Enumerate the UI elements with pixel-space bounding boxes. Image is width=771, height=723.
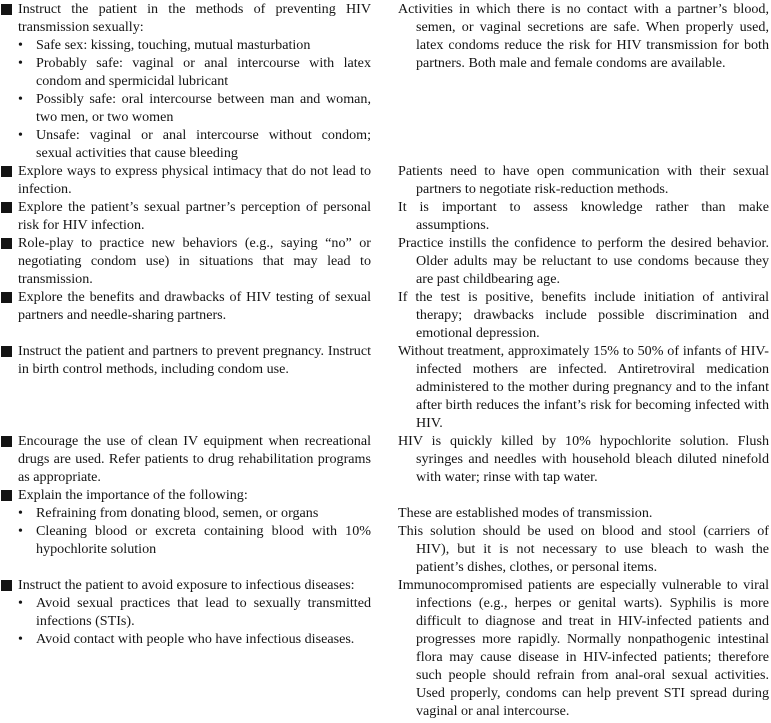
rationale-text: These are established modes of transmission.: [398, 505, 653, 521]
rationale-cell: [398, 162, 769, 198]
rationale-text: Practice instills the confidence to perform the desired behavior. Older adults may be reluctant to use condoms because they are past childbearing age.: [398, 235, 769, 287]
intervention-cell: [0, 198, 371, 234]
rationale-text: Immunocompromised patients are especially vulnerable to viral infections (e.g., herpes or genital warts). Syphilis is more difficult to diagnose and treat in HIV-infected patients and progresses more rapidly. Normally nonpathogenic intestinal flora may cause disease in HIV-infected patients; therefore such people should refrain from anal-oral sexual activities. Used properly, condoms can help prevent STI spread during vaginal or anal intercourse.: [398, 577, 769, 719]
rationale-text: Activities in which there is no contact with a partner’s blood, semen, or vaginal secretions are safe. When properly used, latex condoms reduce the risk for HIV transmission for both partners. Both male and female condoms are available.: [398, 1, 769, 71]
intervention-cell: [0, 288, 371, 324]
rationale-cell: [398, 198, 769, 234]
rationale-cell: [398, 288, 769, 342]
intervention-text: Encourage the use of clean IV equipment when recreational drugs are used. Refer patients to drug rehabilitation programs as appropriate.: [18, 433, 371, 485]
intervention-cell: [0, 0, 371, 162]
intervention-cell: [0, 486, 371, 558]
bullet-dot-icon: •: [18, 523, 23, 539]
sub-item: Cleaning blood or excreta containing blood with 10% hypochlorite solution: [36, 523, 371, 557]
sub-item: Probably safe: vaginal or anal intercourse with latex condom and spermicidal lubricant: [36, 55, 371, 89]
intervention-text: Instruct the patient and partners to prevent pregnancy. Instruct in birth control methods, including condom use.: [18, 343, 371, 377]
bullet-dot-icon: •: [18, 55, 23, 71]
square-bullet-icon: [1, 580, 12, 591]
bullet-dot-icon: •: [18, 505, 23, 521]
square-bullet-icon: [1, 166, 12, 177]
bullet-dot-icon: •: [18, 595, 23, 611]
square-bullet-icon: [1, 436, 12, 447]
sub-item: Possibly safe: oral intercourse between man and woman, two men, or two women: [36, 91, 371, 125]
rationale-text: This solution should be used on blood and stool (carriers of HIV), but it is not necessary to use bleach to wash the patient’s dishes, clothes, or personal items.: [398, 523, 769, 575]
intervention-cell: [0, 234, 371, 288]
sub-item: Unsafe: vaginal or anal intercourse without condom; sexual activities that cause bleeding: [36, 127, 371, 161]
sub-item: Avoid sexual practices that lead to sexually transmitted infections (STIs).: [36, 595, 371, 629]
intervention-text: Role-play to practice new behaviors (e.g., saying “no” or negotiating condom use) in situations that may lead to transmission.: [18, 235, 371, 287]
intervention-text: Explain the importance of the following:: [18, 487, 248, 503]
intervention-text: Instruct the patient to avoid exposure to infectious diseases:: [18, 577, 355, 593]
intervention-text: Explore the patient’s sexual partner’s perception of personal risk for HIV infection.: [18, 199, 371, 233]
rationale-text: If the test is positive, benefits include initiation of antiviral therapy; drawbacks include possible discrimination and emotional depression.: [398, 289, 769, 341]
rationale-text: It is important to assess knowledge rather than make assumptions.: [398, 199, 769, 233]
rationale-cell: [398, 342, 769, 432]
sub-item: Refraining from donating blood, semen, or organs: [36, 505, 319, 521]
sub-item: Safe sex: kissing, touching, mutual masturbation: [36, 37, 311, 53]
intervention-cell: [0, 576, 371, 648]
bullet-dot-icon: •: [18, 127, 23, 143]
bullet-dot-icon: •: [18, 631, 23, 647]
rationale-cell: [398, 504, 769, 576]
square-bullet-icon: [1, 238, 12, 249]
square-bullet-icon: [1, 292, 12, 303]
square-bullet-icon: [1, 346, 12, 357]
intervention-cell: [0, 432, 371, 486]
sub-item: Avoid contact with people who have infectious diseases.: [36, 631, 355, 647]
square-bullet-icon: [1, 202, 12, 213]
square-bullet-icon: [1, 4, 12, 15]
intervention-cell: [0, 342, 371, 378]
rationale-cell: [398, 234, 769, 288]
rationale-cell: [398, 576, 769, 720]
rationale-cell: [398, 0, 769, 72]
intervention-text: Explore the benefits and drawbacks of HIV testing of sexual partners and needle-sharing partners.: [18, 289, 371, 323]
bullet-dot-icon: •: [18, 91, 23, 107]
rationale-text: Without treatment, approximately 15% to 50% of infants of HIV-infected mothers are infected. Antiretroviral medication administered to the mother during pregnancy and to the infant after birth reduces the infant’s risk for becoming infected with HIV.: [398, 343, 769, 431]
intervention-cell: [0, 162, 371, 198]
intervention-text: Explore ways to express physical intimacy that do not lead to infection.: [18, 163, 371, 197]
rationale-text: HIV is quickly killed by 10% hypochlorite solution. Flush syringes and needles with household bleach diluted ninefold with water; rinse with tap water.: [398, 433, 769, 485]
intervention-text: Instruct the patient in the methods of preventing HIV transmission sexually:: [18, 1, 371, 35]
square-bullet-icon: [1, 490, 12, 501]
rationale-cell: [398, 432, 769, 486]
bullet-dot-icon: •: [18, 37, 23, 53]
rationale-text: Patients need to have open communication with their sexual partners to negotiate risk-reduction methods.: [398, 163, 769, 197]
